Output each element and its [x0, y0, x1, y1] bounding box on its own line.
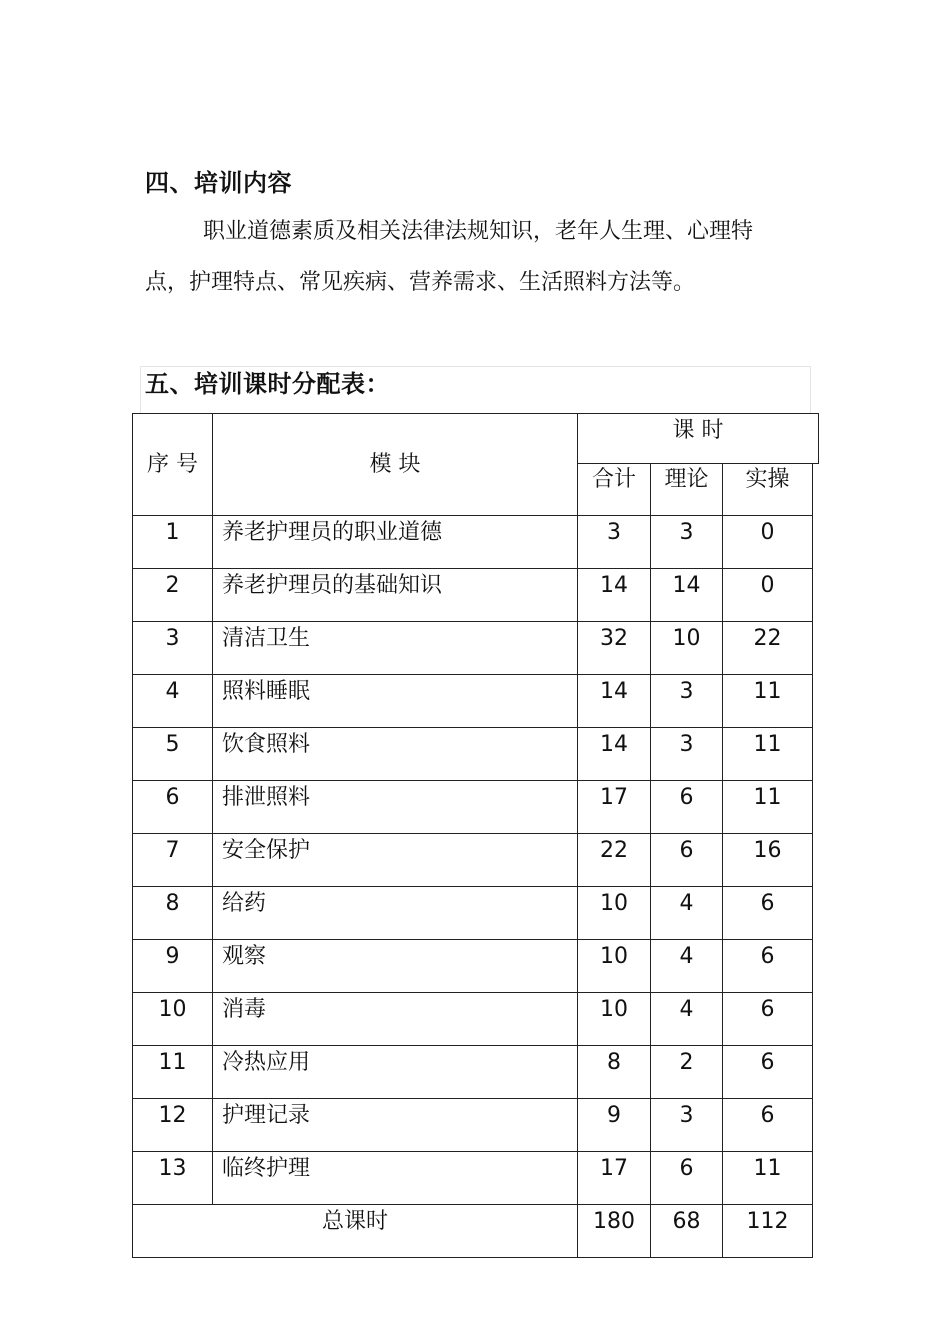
- cell-practice: 6: [723, 1046, 813, 1099]
- cell-module: 照料睡眠: [213, 675, 578, 728]
- summary-label: 总课时: [133, 1205, 578, 1258]
- cell-practice: 6: [723, 993, 813, 1046]
- cell-seq: 13: [133, 1152, 213, 1205]
- section-4-heading: 四、培训内容: [145, 169, 292, 197]
- cell-practice: 6: [723, 887, 813, 940]
- section-5-heading: 五、培训课时分配表：: [145, 370, 390, 398]
- header-total: 合计: [578, 463, 651, 516]
- cell-practice: 22: [723, 622, 813, 675]
- cell-theory: 3: [651, 675, 723, 728]
- paragraph-line-1: 职业道德素质及相关法律法规知识，老年人生理、心理特: [203, 219, 754, 244]
- summary-total: 180: [578, 1205, 651, 1258]
- cell-seq: 10: [133, 993, 213, 1046]
- cell-practice: 6: [723, 1099, 813, 1152]
- table-row: [133, 993, 813, 1046]
- cell-total: 14: [578, 728, 651, 781]
- header-module: 模 块: [213, 414, 578, 516]
- summary-row: [133, 1205, 813, 1258]
- cell-module: 清洁卫生: [213, 622, 578, 675]
- cell-seq: 9: [133, 940, 213, 993]
- cell-practice: 0: [723, 569, 813, 622]
- cell-theory: 4: [651, 993, 723, 1046]
- cell-total: 32: [578, 622, 651, 675]
- table-row: [133, 834, 813, 887]
- cell-theory: 3: [651, 516, 723, 569]
- table-row: [133, 516, 813, 569]
- cell-total: 14: [578, 675, 651, 728]
- table-row: [133, 940, 813, 993]
- cell-theory: 4: [651, 940, 723, 993]
- header-theory: 理论: [651, 463, 723, 516]
- cell-seq: 11: [133, 1046, 213, 1099]
- cell-seq: 4: [133, 675, 213, 728]
- cell-module: 养老护理员的基础知识: [213, 569, 578, 622]
- cell-module: 安全保护: [213, 834, 578, 887]
- table-row: [133, 1046, 813, 1099]
- cell-seq: 3: [133, 622, 213, 675]
- cell-total: 10: [578, 940, 651, 993]
- cell-total: 8: [578, 1046, 651, 1099]
- cell-theory: 10: [651, 622, 723, 675]
- header-seq: 序 号: [133, 414, 213, 516]
- cell-practice: 11: [723, 675, 813, 728]
- table-row: [133, 622, 813, 675]
- cell-module: 排泄照料: [213, 781, 578, 834]
- table-row: [133, 781, 813, 834]
- cell-total: 10: [578, 887, 651, 940]
- cell-seq: 2: [133, 569, 213, 622]
- cell-seq: 8: [133, 887, 213, 940]
- paragraph-line-2: 点，护理特点、常见疾病、营养需求、生活照料方法等。: [145, 270, 696, 295]
- cell-theory: 14: [651, 569, 723, 622]
- cell-practice: 16: [723, 834, 813, 887]
- cell-total: 10: [578, 993, 651, 1046]
- cell-module: 给药: [213, 887, 578, 940]
- cell-theory: 2: [651, 1046, 723, 1099]
- cell-module: 观察: [213, 940, 578, 993]
- cell-seq: 6: [133, 781, 213, 834]
- cell-total: 9: [578, 1099, 651, 1152]
- cell-practice: 0: [723, 516, 813, 569]
- cell-total: 14: [578, 569, 651, 622]
- cell-module: 饮食照料: [213, 728, 578, 781]
- summary-practice: 112: [723, 1205, 813, 1258]
- cell-theory: 6: [651, 781, 723, 834]
- table-row: [133, 675, 813, 728]
- table-row: [133, 1099, 813, 1152]
- cell-theory: 6: [651, 1152, 723, 1205]
- cell-total: 17: [578, 781, 651, 834]
- table-row: [133, 1152, 813, 1205]
- header-hours: 课 时: [577, 413, 819, 464]
- table-row: [133, 569, 813, 622]
- cell-practice: 6: [723, 940, 813, 993]
- cell-seq: 12: [133, 1099, 213, 1152]
- cell-seq: 5: [133, 728, 213, 781]
- cell-practice: 11: [723, 1152, 813, 1205]
- header-practice: 实操: [723, 463, 813, 516]
- cell-theory: 6: [651, 834, 723, 887]
- cell-practice: 11: [723, 781, 813, 834]
- cell-total: 17: [578, 1152, 651, 1205]
- training-content-paragraph: [145, 206, 815, 308]
- cell-seq: 1: [133, 516, 213, 569]
- cell-module: 消毒: [213, 993, 578, 1046]
- cell-theory: 3: [651, 1099, 723, 1152]
- cell-seq: 7: [133, 834, 213, 887]
- table-row: [133, 728, 813, 781]
- cell-practice: 11: [723, 728, 813, 781]
- cell-theory: 4: [651, 887, 723, 940]
- table-row: [133, 887, 813, 940]
- cell-module: 临终护理: [213, 1152, 578, 1205]
- cell-theory: 3: [651, 728, 723, 781]
- cell-module: 养老护理员的职业道德: [213, 516, 578, 569]
- summary-theory: 68: [651, 1205, 723, 1258]
- cell-module: 冷热应用: [213, 1046, 578, 1099]
- hours-allocation-table: [132, 413, 813, 1258]
- cell-total: 3: [578, 516, 651, 569]
- cell-total: 22: [578, 834, 651, 887]
- cell-module: 护理记录: [213, 1099, 578, 1152]
